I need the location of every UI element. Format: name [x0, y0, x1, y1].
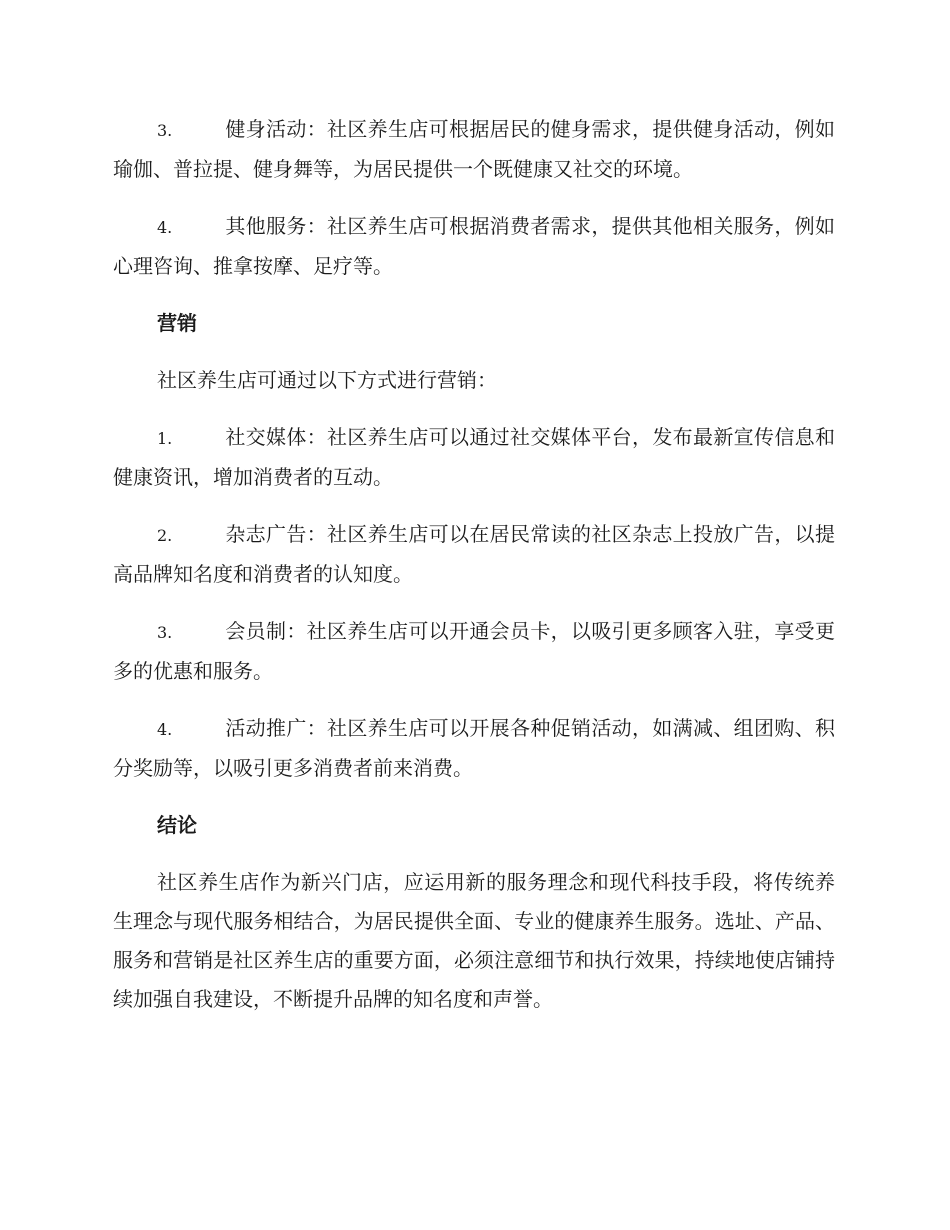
- list-item-text: 其他服务：社区养生店可根据消费者需求，提供其他相关服务，例如心理咨询、推拿按摩、足疗等。: [113, 214, 835, 278]
- list-number: 4.: [157, 218, 173, 237]
- document-page: [113, 110, 835, 1037]
- conclusion-paragraph: 社区养生店作为新兴门店，应运用新的服务理念和现代科技手段，将传统养生理念与现代服务相结合，为居民提供全面、专业的健康养生服务。选址、产品、服务和营销是社区养生店的重要方面，必须注意细节和执行效果，持续地使店铺持续加强自我建设，不断提升品牌的知名度和声誉。: [113, 870, 835, 1011]
- list-number: 2.: [157, 526, 173, 545]
- section-heading-marketing: 营销: [157, 311, 197, 335]
- list-item-promotion: [113, 709, 835, 788]
- list-item-text: 杂志广告：社区养生店可以在居民常读的社区杂志上投放广告，以提高品牌知名度和消费者的认知度。: [113, 522, 835, 586]
- list-number: 3.: [157, 121, 173, 140]
- list-number: 3.: [157, 623, 173, 642]
- list-item-text: 活动推广：社区养生店可以开展各种促销活动，如满减、组团购、积分奖励等，以吸引更多消费者前来消费。: [113, 716, 835, 780]
- list-item-magazine-ads: [113, 515, 835, 594]
- list-number: 1.: [157, 429, 173, 448]
- section-heading-conclusion: 结论: [157, 813, 197, 837]
- marketing-intro: 社区养生店可通过以下方式进行营销：: [157, 368, 497, 392]
- list-item-other-services: [113, 207, 835, 286]
- list-item-social-media: [113, 418, 835, 497]
- list-item-text: 社交媒体：社区养生店可以通过社交媒体平台，发布最新宣传信息和健康资讯，增加消费者的互动。: [113, 425, 835, 489]
- list-item-text: 会员制：社区养生店可以开通会员卡，以吸引更多顾客入驻，享受更多的优惠和服务。: [113, 619, 835, 683]
- list-item-membership: [113, 612, 835, 691]
- list-item-fitness: [113, 110, 835, 189]
- list-number: 4.: [157, 720, 173, 739]
- list-item-text: 健身活动：社区养生店可根据居民的健身需求，提供健身活动，例如瑜伽、普拉提、健身舞等，为居民提供一个既健康又社交的环境。: [113, 117, 835, 181]
